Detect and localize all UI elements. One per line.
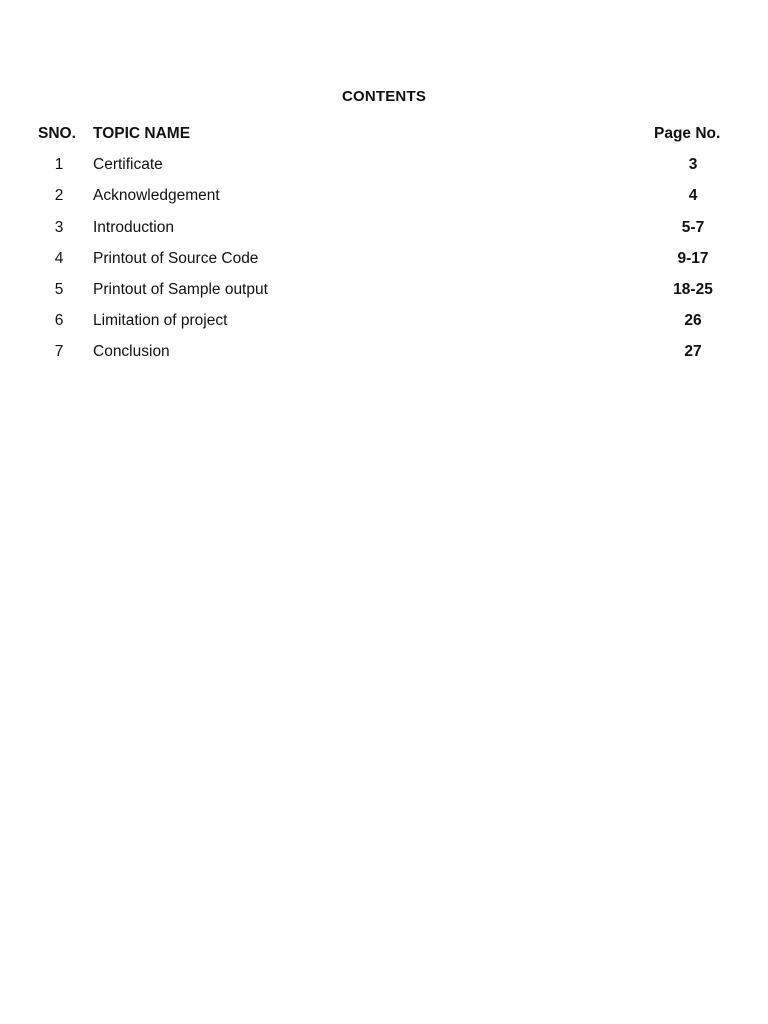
row-topic: Introduction [93, 218, 174, 236]
row-page: 27 [684, 343, 702, 361]
table-row [0, 218, 768, 249]
row-sno: 6 [54, 312, 64, 330]
row-sno: 2 [54, 187, 64, 205]
page-title: CONTENTS [341, 88, 427, 105]
row-topic: Acknowledgement [93, 187, 220, 205]
row-page: 26 [684, 312, 702, 330]
topic-header: TOPIC NAME [93, 125, 191, 142]
row-sno: 5 [54, 280, 64, 298]
sno-header: SNO. [38, 125, 76, 142]
row-page: 9-17 [677, 249, 709, 267]
table-row [0, 311, 768, 342]
row-topic: Printout of Sample output [93, 280, 268, 298]
row-topic: Printout of Source Code [93, 249, 259, 267]
row-topic: Limitation of project [93, 312, 228, 330]
contents-table [0, 124, 768, 374]
row-topic: Conclusion [93, 343, 170, 361]
row-sno: 3 [54, 218, 64, 236]
table-row [0, 186, 768, 217]
row-sno: 7 [54, 343, 64, 361]
row-sno: 1 [54, 156, 64, 174]
row-page: 3 [688, 156, 698, 174]
row-page: 5-7 [681, 218, 705, 236]
row-sno: 4 [54, 249, 64, 267]
page-header: Page No. [654, 125, 721, 142]
row-page: 4 [688, 187, 698, 205]
table-row [0, 280, 768, 311]
table-row [0, 342, 768, 373]
table-row [0, 249, 768, 280]
row-topic: Certificate [93, 156, 163, 174]
table-header-row [0, 124, 768, 155]
table-row [0, 155, 768, 186]
row-page: 18-25 [673, 280, 713, 298]
